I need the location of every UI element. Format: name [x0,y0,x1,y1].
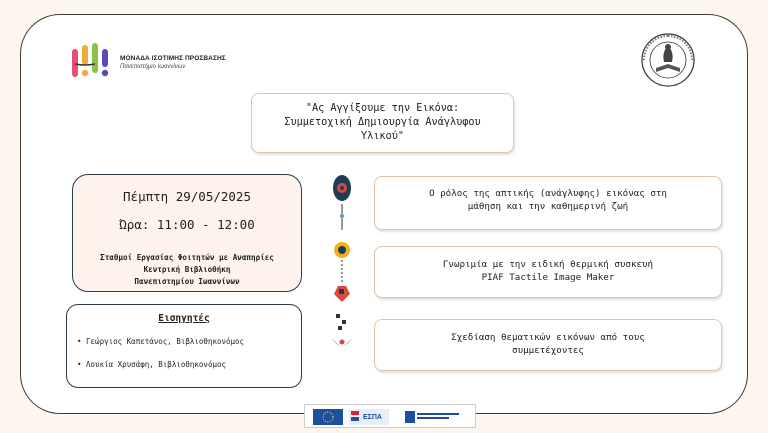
event-time: Ώρα: 11:00 - 12:00 [119,217,255,232]
event-details-box [72,174,302,292]
event-title-line-2: Συμμετοχική Δημιουργία Ανάγλυφου [284,117,481,128]
topic-1-line-1: Ο ρόλος της απτικής (ανάγλυφης) εικόνας στη [429,188,667,199]
event-location-line-1: Σταθμοί Εργασίας Φοιτητών με Αναπηρίες [100,253,274,262]
speaker-item: • Γεώργιος Καπετάνος, Βιβλιοθηκονόμος [77,337,245,346]
eu-funding-logos [305,405,477,429]
org-subtitle: Πανεπιστήμιο Ιωαννίνων [120,64,186,70]
topic-3-line-2: συμμετέχοντες [512,345,584,356]
event-title-box [251,93,514,153]
topic-box-1 [374,176,722,230]
topic-box-2 [374,246,722,298]
topic-1-line-2: μάθηση και την καθημερινή ζωή [467,201,629,212]
speaker-item: • Λουκία Χρυσάφη, Βιβλιοθηκονόμος [77,360,227,369]
library-seal-icon [640,32,696,88]
accessibility-unit-logo-mark [66,42,114,82]
university-accessibility-logo [66,42,236,82]
topic-2-line-1: Γνωριμία με την ειδική θερμική συσκευή [442,259,654,270]
funding-logos-bar [304,404,476,428]
event-date: Πέμπτη 29/05/2025 [123,189,251,204]
event-title-line-1: "Ας Αγγίξουμε την Εικόνα: [305,103,460,114]
topic-2-line-2: PIAF Tactile Image Maker [481,272,615,283]
topic-3-line-1: Σχεδίαση θεματικών εικόνων από τους [451,332,645,343]
speakers-heading: Εισηγητές [158,313,210,324]
org-name: ΜΟΝΑΔΑ ΙΣΟΤΙΜΗΣ ΠΡΟΣΒΑΣΗΣ [120,55,226,62]
decorative-ornament-column [322,168,362,368]
espa-logo-text: ΕΣΠΑ [363,414,382,421]
event-location-line-2: Κεντρική Βιβλιοθήκη [143,265,231,274]
event-title-line-3: Υλικού" [361,131,404,142]
event-location-line-3: Πανεπιστημίου Ιωαννίνων [134,277,240,286]
speakers-box [66,304,302,388]
topic-box-3 [374,319,722,371]
